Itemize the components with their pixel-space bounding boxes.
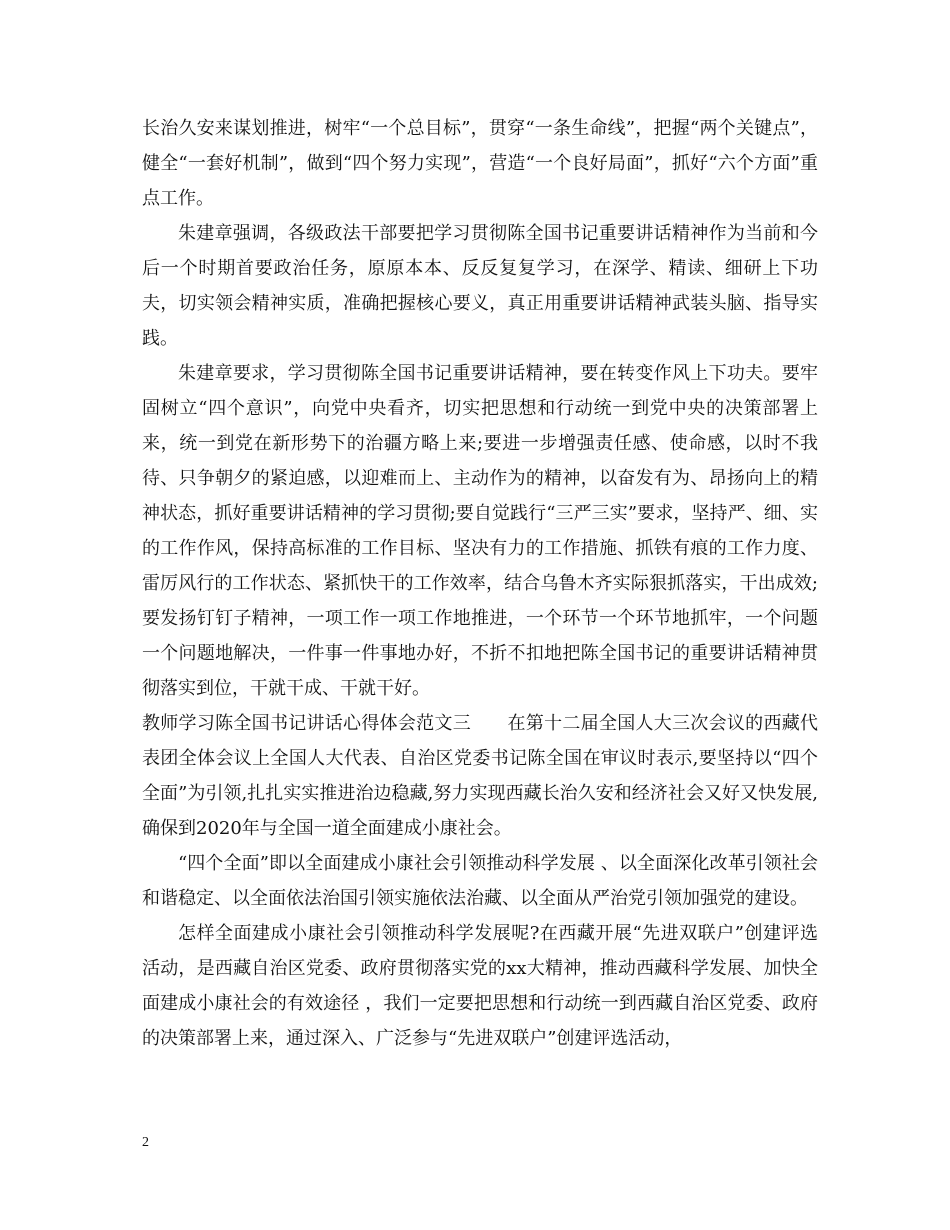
paragraph-essay-three-intro: 教师学习陈全国书记讲话心得体会范文三 在第十二届全国人大三次会议的西藏代表团全体会议上全国人大代表、自治区党委书记陈全国在审议时表示,要坚持以“四个全面”为引领,扎扎实实推进治边稳藏,努力实现西藏长治久安和经济社会又好又快发展,确保到2020年与全国一道全面建成小康社会。 [142,713,818,839]
paragraph-zhu-requires: 朱建章要求，学习贯彻陈全国书记重要讲话精神，要在转变作风上下功夫。要牢固树立“四个意识”，向党中央看齐，切实把思想和行动统一到党中央的决策部署上来，统一到党在新形势下的治疆方略上来;要进一步增强责任感、使命感，以时不我待、只争朝夕的紧迫感，以迎难而上、主动作为的精神，以奋发有为、昂扬向上的精神状态，抓好重要讲话精神的学习贯彻;要自觉践行“三严三实”要求，坚持严、细、实的工作作风，保持高标准的工作目标、坚决有力的工作措施、抓铁有痕的工作力度、雷厉风行的工作状态、紧抓快干的工作效率，结合乌鲁木齐实际狠抓落实，干出成效;要发扬钉钉子精神，一项工作一项工作地推进，一个环节一个环节地抓牢，一个问题一个问题地解决，一件事一件事地办好，不折不扣地把陈全国书记的重要讲话精神贯彻落实到位，干就干成、干就干好。 [142,363,818,699]
paragraph-zhu-emphasizes: 朱建章强调，各级政法干部要把学习贯彻陈全国书记重要讲话精神作为当前和今后一个时期首要政治任务，原原本本、反反复复学习，在深学、精读、细研上下功夫，切实领会精神实质，准确把握核心要义，真正用重要讲话精神武装头脑、指导实践。 [142,223,818,349]
document-body [142,111,818,1056]
page-number: 2 [142,1135,149,1150]
paragraph-four-comprehensives: “四个全面”即以全面建成小康社会引领推动科学发展 、以全面深化改革引领社会和谐稳定、以全面依法治国引领实施依法治藏、以全面从严治党引领加强党的建设。 [142,853,818,909]
paragraph-continuation: 长治久安来谋划推进，树牢“一个总目标”，贯穿“一条生命线”，把握“两个关键点”，健全“一套好机制”，做到“四个努力实现”，营造“一个良好局面”，抓好“六个方面”重点工作。 [142,118,818,209]
paragraph-xiaokang-question: 怎样全面建成小康社会引领推动科学发展呢?在西藏开展“先进双联户”创建评选活动，是西藏自治区党委、政府贯彻落实党的xx大精神，推动西藏科学发展、加快全面建成小康社会的有效途径 ，我们一定要把思想和行动统一到西藏自治区党委、政府的决策部署上来，通过深入、广泛参与“先进双联户”创建评选活动， [142,923,818,1049]
